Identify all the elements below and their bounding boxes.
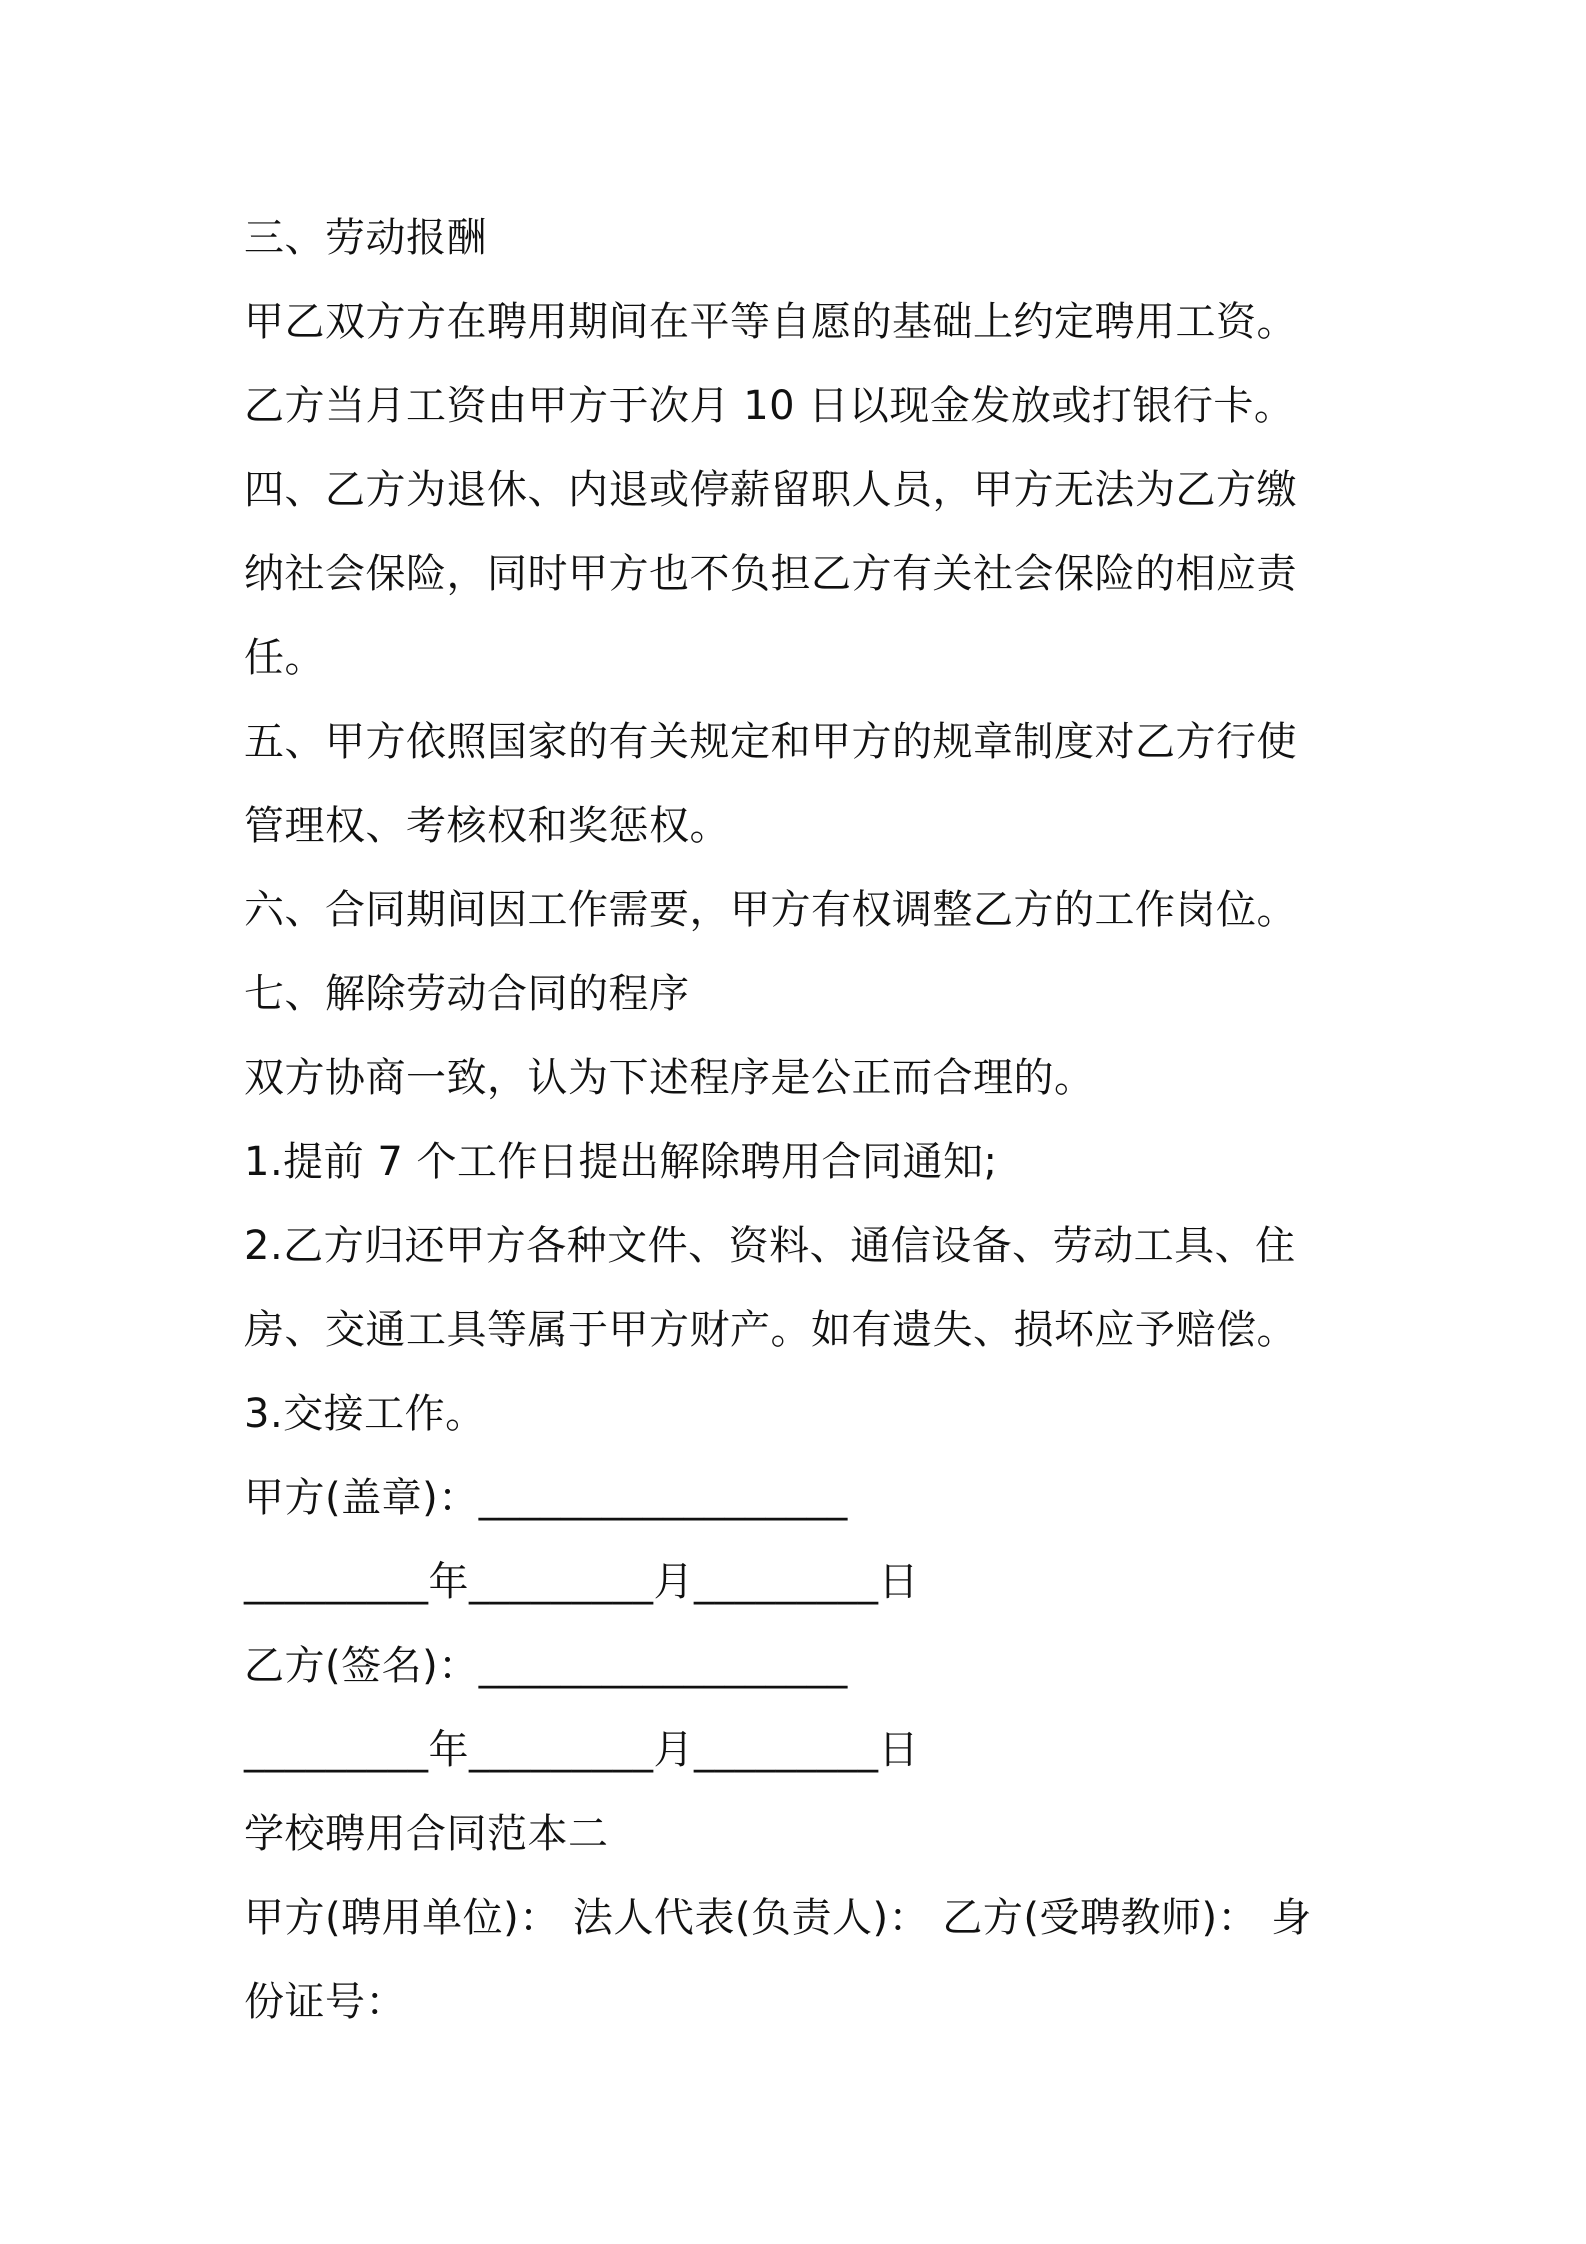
list-item: 1.提前 7 个工作日提出解除聘用合同通知; — [244, 1139, 998, 1185]
list-item: 3.交接工作。 — [244, 1391, 486, 1437]
paragraph-line: 六、合同期间因工作需要，甲方有权调整乙方的工作岗位。 — [244, 887, 1297, 933]
paragraph-line: 双方协商一致，认为下述程序是公正而合理的。 — [244, 1055, 1095, 1101]
paragraph-line: 纳社会保险，同时甲方也不负担乙方有关社会保险的相应责 — [244, 551, 1297, 597]
paragraph-line: 任。 — [244, 635, 325, 681]
paragraph-line: 甲乙双方方在聘用期间在平等自愿的基础上约定聘用工资。 — [244, 299, 1297, 345]
party-b-signature-line: 乙方(签名)：__________________ — [244, 1643, 848, 1689]
paragraph-line: 乙方当月工资由甲方于次月 10 日以现金发放或打银行卡。 — [244, 383, 1295, 429]
party-a-seal-line: 甲方(盖章)：__________________ — [244, 1475, 848, 1521]
id-number-line: 份证号： — [244, 1979, 406, 2025]
party-a-date-line: _________年_________月_________日 — [244, 1559, 919, 1605]
document-page — [244, 196, 1364, 2044]
paragraph-line: 四、乙方为退休、内退或停薪留职人员，甲方无法为乙方缴 — [244, 467, 1297, 513]
list-item: 2.乙方归还甲方各种文件、资料、通信设备、劳动工具、住 — [244, 1223, 1296, 1269]
section-heading-termination: 七、解除劳动合同的程序 — [244, 971, 690, 1017]
list-item-continued: 房、交通工具等属于甲方财产。如有遗失、损坏应予赔偿。 — [244, 1307, 1297, 1353]
party-b-date-line: _________年_________月_________日 — [244, 1727, 919, 1773]
template-two-title: 学校聘用合同范本二 — [244, 1811, 609, 1857]
section-heading-labor-pay: 三、劳动报酬 — [244, 215, 487, 261]
paragraph-line: 管理权、考核权和奖惩权。 — [244, 803, 730, 849]
parties-info-line: 甲方(聘用单位)： 法人代表(负责人)： 乙方(受聘教师)： 身 — [244, 1895, 1312, 1941]
paragraph-line: 五、甲方依照国家的有关规定和甲方的规章制度对乙方行使 — [244, 719, 1297, 765]
